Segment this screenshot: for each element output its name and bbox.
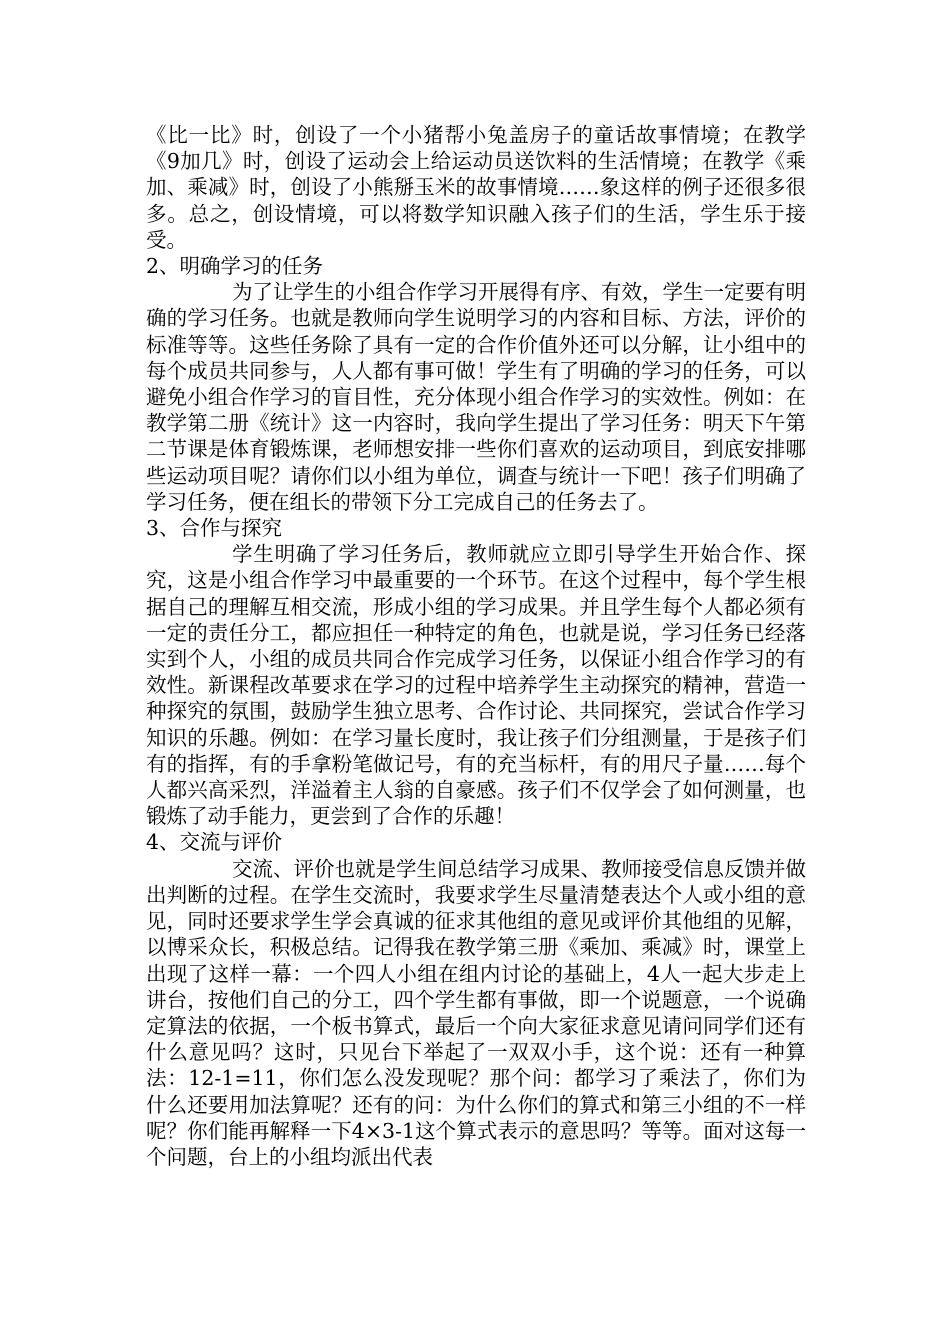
document-page	[146, 122, 806, 1170]
paragraph-section-3: 学生明确了学习任务后，教师就应立即引导学生开始合作、探究，这是小组合作学习中最重要的一个环节。在这个过程中，每个学生根据自己的理解互相交流，形成小组的学习成果。并且学生每个人都必须有一定的责任分工，都应担任一种特定的角色，也就是说，学习任务已经落实到个人，小组的成员共同合作完成学习任务，以保证小组合作学习的有效性。新课程改革要求在学习的过程中培养学生主动探究的精神，营造一种探究的氛围，鼓励学生独立思考、合作讨论、共同探究，尝试合作学习知识的乐趣。例如：在学习量长度时，我让孩子们分组测量，于是孩子们有的指挥，有的手拿粉笔做记号，有的充当标杆，有的用尺子量……每个人都兴高采烈，洋溢着主人翁的自豪感。孩子们不仅学会了如何测量，也锻炼了动手能力，更尝到了合作的乐趣！	[146, 542, 806, 829]
paragraph-section-2: 为了让学生的小组合作学习开展得有序、有效，学生一定要有明确的学习任务。也就是教师向学生说明学习的内容和目标、方法，评价的标准等等。这些任务除了具有一定的合作价值外还可以分解，让小组中的每个成员共同参与，人人都有事可做！学生有了明确的学习的任务，可以避免小组合作学习的盲目性，充分体现小组合作学习的实效性。例如：在教学第二册《统计》这一内容时，我向学生提出了学习任务：明天下午第二节课是体育锻炼课，老师想安排一些你们喜欢的运动项目，到底安排哪些运动项目呢？请你们以小组为单位，调查与统计一下吧！孩子们明确了学习任务，便在组长的带领下分工完成自己的任务去了。	[146, 280, 806, 514]
paragraph-intro: 《比一比》时，创设了一个小猪帮小兔盖房子的童话故事情境；在教学《9加几》时，创设了运动会上给运动员送饮料的生活情境；在教学《乘加、乘减》时，创设了小熊掰玉米的故事情境……象这样的例子还很多很多。总之，创设情境，可以将数学知识融入孩子们的生活，学生乐于接受。	[146, 123, 806, 252]
section-heading-3: 3、合作与探究	[146, 516, 283, 541]
section-heading-2: 2、明确学习的任务	[146, 254, 324, 279]
section-heading-4: 4、交流与评价	[146, 830, 283, 855]
paragraph-section-4: 交流、评价也就是学生间总结学习成果、教师接受信息反馈并做出判断的过程。在学生交流时，我要求学生尽量清楚表达个人或小组的意见，同时还要求学生学会真诚的征求其他组的意见或评价其他组的见解，以博采众长，积极总结。记得我在教学第三册《乘加、乘减》时，课堂上出现了这样一幕：一个四人小组在组内讨论的基础上，4人一起大步走上讲台，按他们自己的分工，四个学生都有事做，即一个说题意，一个说确定算法的依据，一个板书算式，最后一个向大家征求意见请问同学们还有什么意见吗？这时，只见台下举起了一双双小手，这个说：还有一种算法：12-1=11，你们怎么没发现呢？那个问：都学习了乘法了，你们为什么还要用加法算呢？还有的问：为什么你们的算式和第三小组的不一样呢？你们能再解释一下4×3-1这个算式表示的意思吗？等等。面对这每一个问题，台上的小组均派出代表	[146, 856, 806, 1169]
